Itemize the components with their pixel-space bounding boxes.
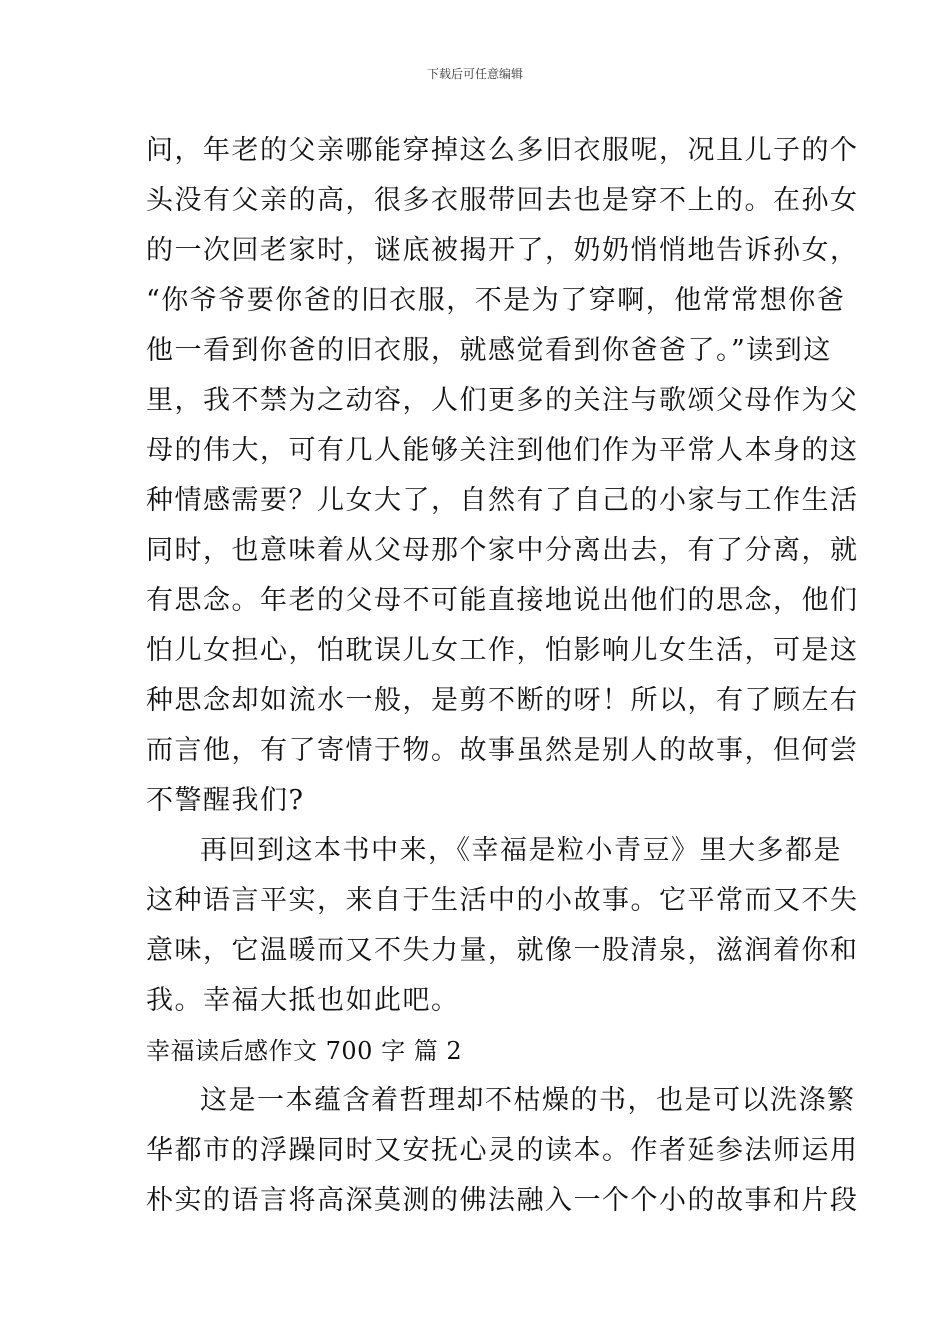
text-line: 里，我不禁为之动容，人们更多的关注与歌颂父母作为父 <box>146 385 859 416</box>
text-line: 问，年老的父亲哪能穿掉这么多旧衣服呢，况且儿子的个 <box>146 135 859 166</box>
text-line: 华都市的浮躁同时又安抚心灵的读本。作者延参法师运用 <box>146 1135 859 1166</box>
text-line: 母的伟大，可有几人能够关注到他们作为平常人本身的这 <box>146 435 859 466</box>
text-line: 的一次回老家时，谜底被揭开了，奶奶悄悄地告诉孙女， <box>146 235 859 266</box>
text-line: 头没有父亲的高，很多衣服带回去也是穿不上的。在孙女 <box>146 185 859 216</box>
paragraph-first-line: 再回到这本书中来，《幸福是粒小青豆》里大多都是 <box>200 835 842 866</box>
text-line: 他一看到你爸的旧衣服，就感觉看到你爸爸了。”读到这 <box>146 335 832 366</box>
text-line: 种情感需要？儿女大了，自然有了自己的小家与工作生活 <box>146 485 859 516</box>
section-heading: 幸福读后感作文 700 字 篇 2 <box>146 1037 463 1065</box>
text-line: 有思念。年老的父母不可能直接地说出他们的思念，他们 <box>146 585 859 616</box>
text-line: 而言他，有了寄情于物。故事虽然是别人的故事，但何尝 <box>146 735 859 766</box>
text-line: 我。幸福大抵也如此吧。 <box>146 985 460 1016</box>
text-line: 这种语言平实，来自于生活中的小故事。它平常而又不失 <box>146 885 859 916</box>
document-body <box>146 126 859 1226</box>
page-header: 下载后可任意编辑 <box>426 67 523 81</box>
text-line: 同时，也意味着从父母那个家中分离出去，有了分离，就 <box>146 535 859 566</box>
paragraph-first-line: 这是一本蕴含着哲理却不枯燥的书，也是可以洗涤繁 <box>200 1085 856 1116</box>
text-line: “你爷爷要你爸的旧衣服，不是为了穿啊，他常常想你爸 <box>146 285 846 316</box>
text-line: 种思念却如流水一般，是剪不断的呀！所以，有了顾左右 <box>146 685 859 716</box>
text-line: 不警醒我们? <box>146 785 305 816</box>
text-line: 朴实的语言将高深莫测的佛法融入一个个小的故事和片段 <box>146 1185 859 1216</box>
text-line: 意味，它温暖而又不失力量，就像一股清泉，滋润着你和 <box>146 935 859 966</box>
text-line: 怕儿女担心，怕耽误儿女工作，怕影响儿女生活，可是这 <box>146 635 859 666</box>
